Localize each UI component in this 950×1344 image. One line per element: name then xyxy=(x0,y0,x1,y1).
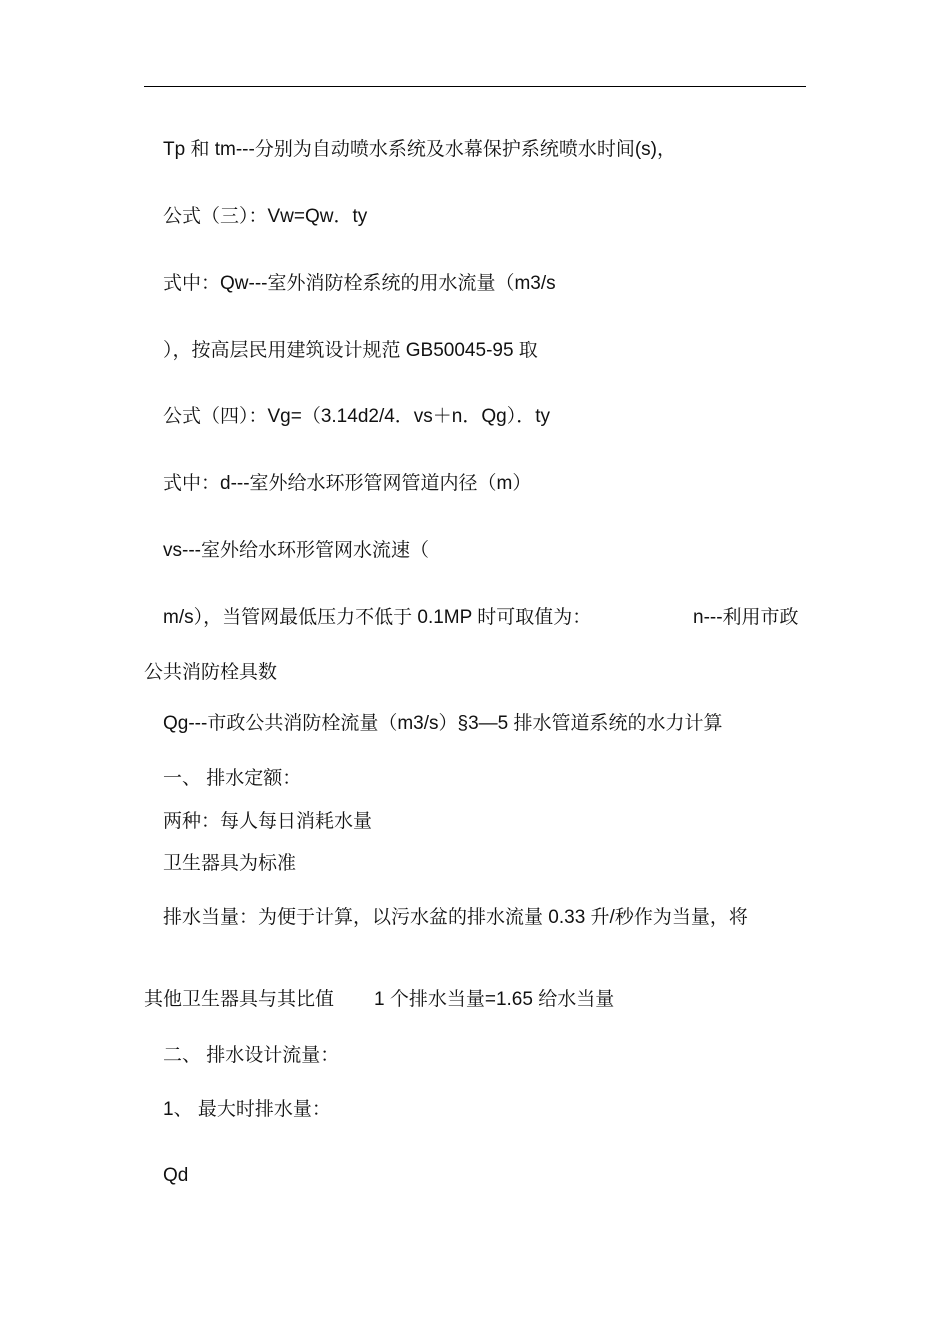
text-line-right: n---利用市政 xyxy=(693,607,799,628)
text-line: m/s），当管网最低压力不低于 0.1MP 时可取值为： xyxy=(163,607,592,628)
text-line: ），按高层民用建筑设计规范 GB50045-95 取 xyxy=(163,340,538,361)
text-fragment: 其他卫生器具与其比值 xyxy=(144,989,335,1010)
text-line: 两种：每人每日消耗水量 xyxy=(163,811,373,832)
text-line: 式中：Qw---室外消防栓系统的用水流量（m3/s xyxy=(163,273,556,294)
list-heading: 二、 排水设计流量： xyxy=(163,1045,340,1066)
text-line: 公共消防栓具数 xyxy=(144,662,278,683)
section-heading: Qg---市政公共消防栓流量（m3/s）§3—5 排水管道系统的水力计算 xyxy=(163,713,723,734)
formula-3: 公式（三）：Vw=Qw．ty xyxy=(163,206,368,227)
text-line: Tp 和 tm---分别为自动喷水系统及水幕保护系统喷水时间(s)， xyxy=(163,139,676,160)
formula-4: 公式（四）：Vg=（3.14d2/4．vs＋n．Qg）．ty xyxy=(163,406,550,427)
text-line: 排水当量：为便于计算，以污水盆的排水流量 0.33 升/秒作为当量，将 xyxy=(163,907,748,928)
text-line: 卫生器具为标准 xyxy=(163,853,297,874)
header-rule xyxy=(144,86,806,87)
text-line xyxy=(144,987,614,1013)
text-line: Qd xyxy=(163,1165,189,1186)
list-heading: 一、 排水定额： xyxy=(163,768,302,789)
list-item: 1、 最大时排水量： xyxy=(163,1099,331,1120)
text-line: 式中：d---室外给水环形管网管道内径（m） xyxy=(163,473,532,494)
text-line: vs---室外给水环形管网水流速（ xyxy=(163,540,429,561)
text-fragment: 1 个排水当量=1.65 给水当量 xyxy=(374,989,615,1010)
